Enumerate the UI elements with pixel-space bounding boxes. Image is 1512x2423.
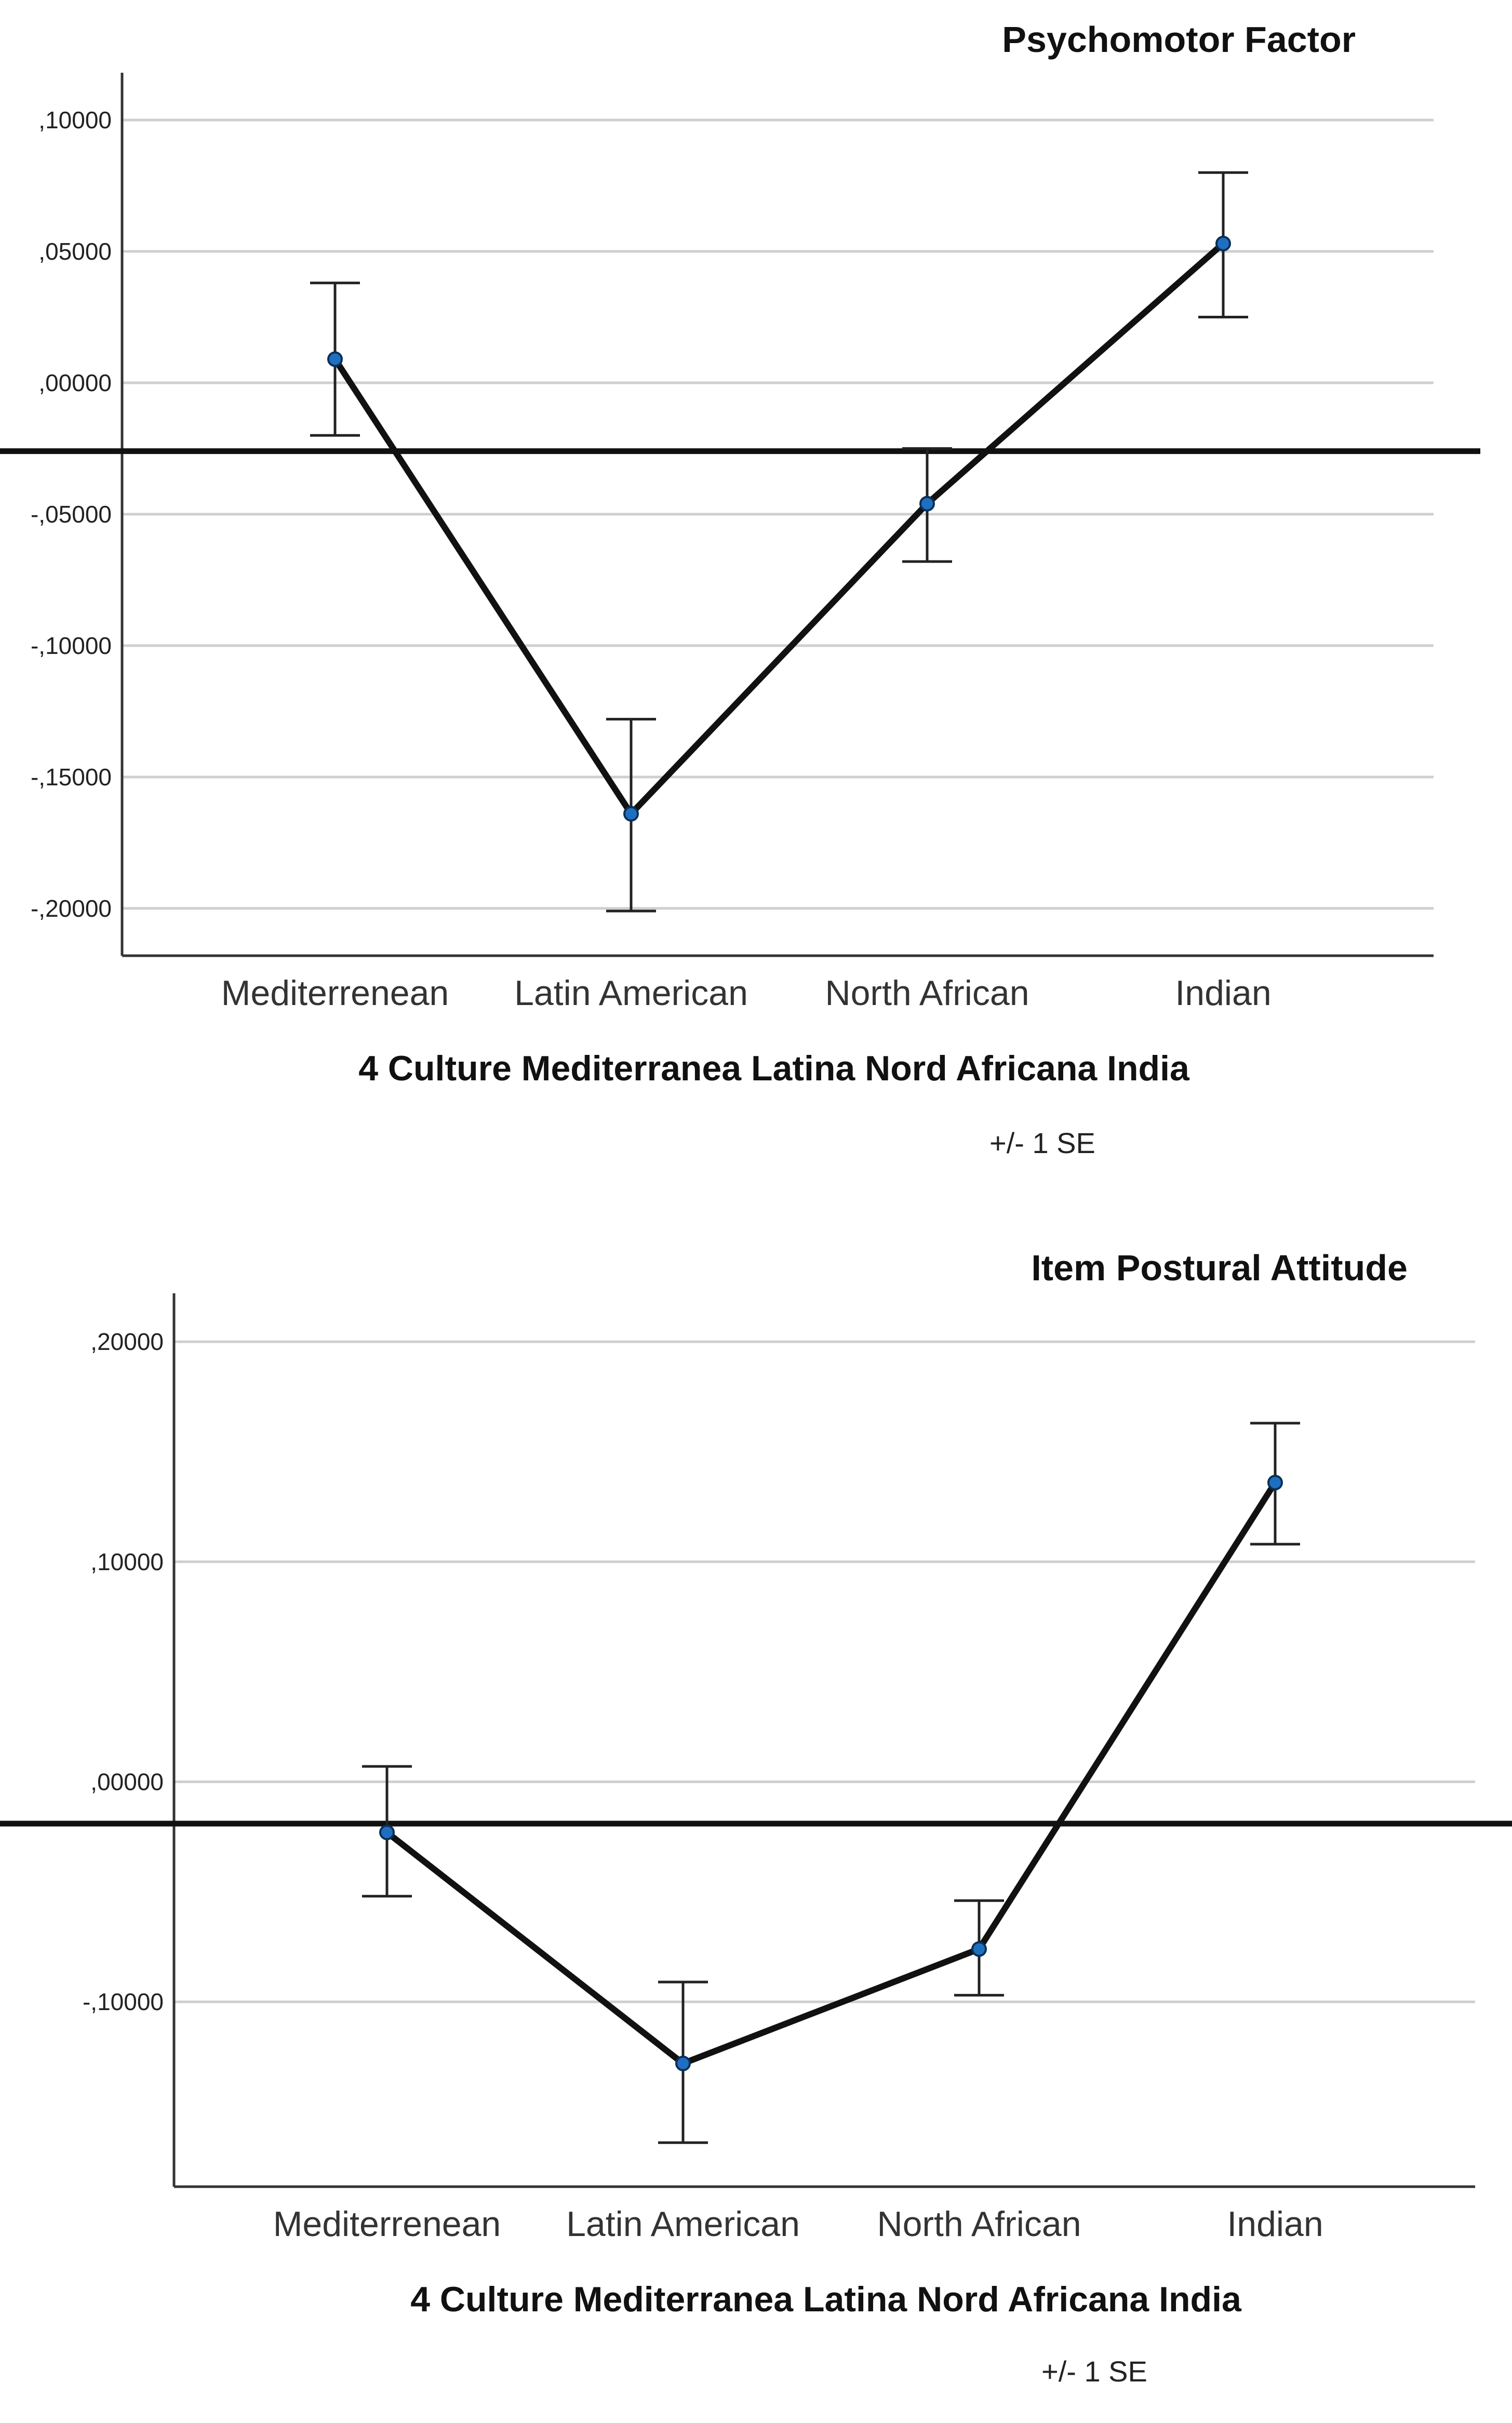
data-point bbox=[624, 807, 638, 821]
postural-attitude-chart bbox=[0, 1226, 1512, 2420]
data-point bbox=[676, 2057, 690, 2070]
y-tick-label: -,15000 bbox=[30, 763, 112, 791]
error-bar-note: +/- 1 SE bbox=[1041, 2355, 1147, 2388]
psychomotor-chart bbox=[0, 0, 1512, 1189]
data-point bbox=[1268, 1476, 1282, 1489]
x-tick-label: North African bbox=[825, 973, 1029, 1013]
chart-panel-postural bbox=[0, 1226, 1512, 2420]
y-tick-label: -,05000 bbox=[30, 501, 112, 528]
x-tick-label: Indian bbox=[1227, 2204, 1323, 2244]
x-tick-label: Mediterrenean bbox=[273, 2204, 501, 2244]
chart-title: Psychomotor Factor bbox=[1002, 19, 1356, 60]
x-axis-label: 4 Culture Mediterranea Latina Nord Africana India bbox=[410, 2280, 1241, 2319]
y-tick-label: ,05000 bbox=[38, 238, 112, 265]
y-tick-label: -,10000 bbox=[82, 1988, 164, 2016]
data-point bbox=[1216, 237, 1230, 250]
x-tick-label: Latin American bbox=[566, 2204, 800, 2244]
y-tick-label: ,10000 bbox=[38, 106, 112, 134]
y-tick-label: ,20000 bbox=[90, 1328, 164, 1356]
data-point bbox=[328, 352, 342, 366]
x-tick-label: North African bbox=[877, 2204, 1081, 2244]
chart-title: Item Postural Attitude bbox=[1031, 1248, 1408, 1288]
series-line bbox=[387, 1482, 1275, 2063]
y-tick-label: -,10000 bbox=[30, 632, 112, 659]
plot-area bbox=[0, 73, 1480, 1013]
plot-area bbox=[0, 1293, 1512, 2244]
y-tick-label: ,00000 bbox=[38, 369, 112, 397]
data-point bbox=[972, 1942, 986, 1956]
y-tick-label: ,10000 bbox=[90, 1548, 164, 1575]
data-point bbox=[920, 497, 934, 511]
data-point bbox=[380, 1826, 394, 1839]
x-tick-label: Latin American bbox=[514, 973, 748, 1013]
x-tick-label: Mediterrenean bbox=[221, 973, 449, 1013]
series-line bbox=[335, 244, 1223, 814]
y-tick-label: -,20000 bbox=[30, 894, 112, 922]
error-bar-note: +/- 1 SE bbox=[989, 1127, 1095, 1159]
chart-panel-psychomotor bbox=[0, 0, 1512, 1189]
x-axis-label: 4 Culture Mediterranea Latina Nord Africana India bbox=[358, 1049, 1189, 1088]
x-tick-label: Indian bbox=[1175, 973, 1272, 1013]
y-tick-label: ,00000 bbox=[90, 1768, 164, 1796]
